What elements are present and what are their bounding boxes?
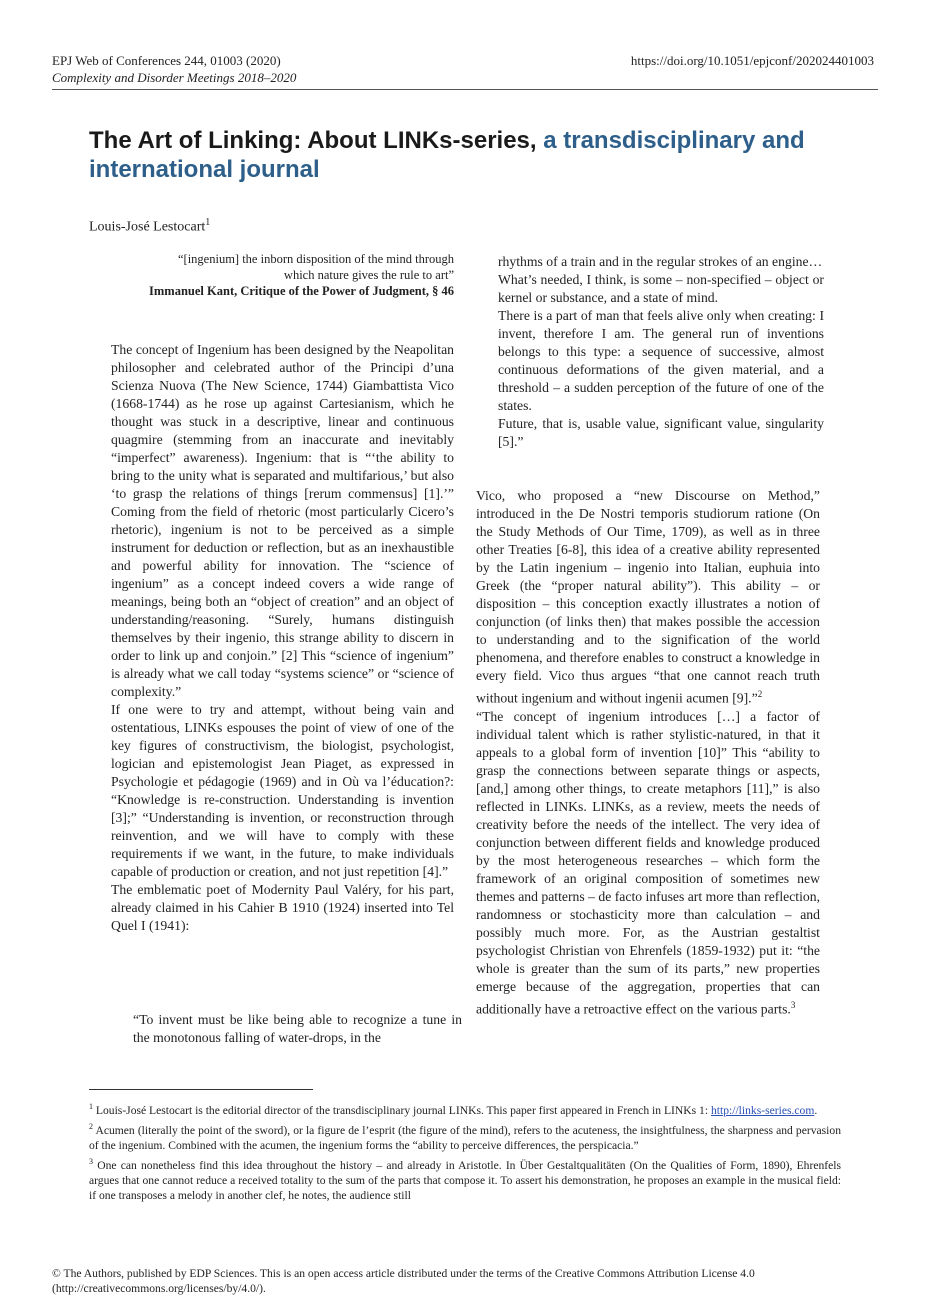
epigraph-line-2: which nature gives the rule to art” xyxy=(283,268,454,282)
footnote-3 xyxy=(89,1154,841,1203)
links-series-link[interactable]: http://links-series.com xyxy=(710,1103,815,1117)
footnote-mark-3: 3 xyxy=(790,999,796,1010)
epigraph-line-1: “[ingenium] the inborn disposition of the mind through xyxy=(177,252,454,266)
quote-paragraph-1: rhythms of a train and in the regular strokes of an engine… xyxy=(498,254,823,269)
footnote-1-text: Louis-José Lestocart is the editorial director of the transdisciplinary journal LINKs. This paper first appeared in French in LINKs 1: xyxy=(95,1103,711,1117)
left-paragraph-1: The concept of Ingenium has been designed by the Neapolitan philosopher and celebrated author of the Principi d’una Scienza Nuova (The New Science, 1744) Giambattista Vico (1668-1744) as he rose up against Cartesianism, which he thought was stuck in a descriptive, linear and continuous quagmire (stemming from an inaccurate and inevitably “imperfect” awareness). Ingenium: that is “‘the ability to bring to the unity what is separated and multifarious,’ but also ‘to grasp the relations of things [rerum commensus] [1].’” Coming from the field of rhetoric (most particularly Cicero’s rhetoric), ingenium is not to be perceived as a simple instrument for deduction or reflection, but as an inexhaustible and powerful ability for innovation. The “science of ingenium” as a concept indeed covers a wide range of meanings, being both an “object of creation” and an object of understanding/reasoning. “Surely, humans distinguish themselves by their ingenio, this strange ability to discern in order to link up and conjoin.” [2] This “science of ingenium” is already what we call today “systems science” or “science of complexity.” xyxy=(111,342,454,699)
author-line xyxy=(89,217,210,236)
footnote-3-text: One can nonetheless find this idea throughout the history – and already in Aristotle. In Über Gestaltqualitäten (On the Qualities of Form, 1890), Ehrenfels argues that one cannot reduce a received totality to the sum of the parts that compose it. To assert his demonstration, he proposes an example in the musical field: if one transposes a melody in another clef, he notes, the audience still xyxy=(89,1158,841,1202)
title-subtitle: a transdisciplinary and international journal xyxy=(89,127,805,183)
footnote-2-text: Acumen (literally the point of the sword), or la figure de l’esprit (the figure of the mind), refers to the acuteness, the insightfulness, the sharpness and pervasion of the ingenium. Combined with the acumen, the ingenium forms the “ability to perceive differences, the perspicacia.” xyxy=(89,1123,841,1152)
valery-quote-continued xyxy=(498,253,824,451)
valery-quote-start xyxy=(133,1011,462,1047)
quote-paragraph-3: There is a part of man that feels alive only when creating: I invent, therefore I am. The general run of inventions belongs to this type: a sequence of successive, almost continuous deformations of the given material, and a threshold – a sudden perception of the future of one of the states. xyxy=(498,308,824,413)
footnote-2-mark: 2 xyxy=(89,1121,93,1131)
quote-paragraph-4: Future, that is, usable value, significant value, singularity [5].” xyxy=(498,416,824,449)
footnote-1-mark: 1 xyxy=(89,1102,93,1111)
author-name: Louis-José Lestocart xyxy=(89,219,206,235)
right-paragraph-2 xyxy=(476,708,820,1019)
running-header-left xyxy=(52,52,296,86)
right-column xyxy=(476,487,820,1018)
author-footnote-mark: 1 xyxy=(205,217,211,228)
right-paragraph-1 xyxy=(476,487,820,708)
conference-series: Complexity and Disorder Meetings 2018–2020 xyxy=(52,70,297,85)
paper-title xyxy=(89,126,869,184)
footnote-3-mark: 3 xyxy=(89,1156,93,1166)
footnote-mark-2: 2 xyxy=(757,689,763,699)
footnotes xyxy=(89,1099,841,1204)
footnote-divider xyxy=(89,1089,313,1090)
left-column xyxy=(111,341,454,935)
left-paragraph-3: The emblematic poet of Modernity Paul Valéry, for his part, already claimed in his Cahier B 1910 (1924) inserted into Tel Quel I (1941): xyxy=(111,882,454,933)
footnote-2 xyxy=(89,1119,841,1153)
left-paragraph-2: If one were to try and attempt, without being vain and ostentatious, LINKs espouses the point of view of one of the key figures of constructivism, the biologist, psychologist, logician and epistemologist Jean Piaget, as expressed in Psychologie et pédagogie (1969) and in Où va l’éducation?: “Knowledge is re-construction. Understanding is invention [3];” “Understanding is invention, or reconstruction through reinvention, and we will have to comply with these requirements if we want, in the future, to make individuals capable of production or creation, and not just repetition [4].” xyxy=(111,702,454,879)
epigraph xyxy=(110,251,454,299)
right-paragraph-1-text: Vico, who proposed a “new Discourse on Method,” introduced in the De Nostri temporis studiorum ratione (On the Study Methods of Our Time, 1709), as well as in three other Treaties [6-8], this idea of a creative ability represented by the Latin ingenium – ingenio into Italian, euphuia into Greek (the “proper natural ability”). This ability – or disposition – this conception exactly illustrates a notion of conjunction (of links then) that makes possible the accession to understanding and to the signification of the world phenomena, and therefore enables to construct a knowledge in every field. Vico thus argues “that one cannot reach truth without ingenium and without ingenii acumen [9].” xyxy=(476,488,820,706)
valery-quote-text: “To invent must be like being able to recognize a tune in the monotonous falling of water-drops, in the xyxy=(133,1012,462,1045)
doi-link[interactable]: https://doi.org/10.1051/epjconf/202024401003 xyxy=(630,53,874,68)
quote-paragraph-2: What’s needed, I think, is some – non-specified – object or kernel or substance, and a state of mind. xyxy=(498,272,824,305)
epigraph-source: Immanuel Kant, Critique of the Power of Judgment, § 46 xyxy=(149,284,454,298)
footnote-1 xyxy=(89,1099,841,1118)
header-divider xyxy=(52,89,878,90)
right-paragraph-2-text: “The concept of ingenium introduces […] a factor of individual talent which is rather stylistic-natured, in that it appeals to a global form of invention [10]” This “ability to grasp the connections between separate things or aspects, [and,] among other things, to create metaphors [11],” is also reflected in LINKs. LINKs, as a review, meets the needs of creativity before the needs of the intellect. The very idea of conjunction between different fields and knowledge produced by the most heterogeneous researches – which form the framework of an original composition of sometimes new themes and patterns – de facto infuses art more than reflection, randomness or stochasticity more than calculation – and possibly much more. For, as the Austrian gestaltist psychologist Christian von Ehrenfels (1859-1932) put it: “the whole is greater than the sum of its parts,” new properties emerge because of the aggregation, properties that can additionally have a retroactive effect on the various parts. xyxy=(476,708,820,1017)
license-footer: © The Authors, published by EDP Sciences. This is an open access article distributed under the terms of the Creative Commons Attribution License 4.0 (http://creativecommons.org/licenses/by/4.0/). xyxy=(52,1267,755,1295)
footnote-1-end: . xyxy=(814,1103,818,1117)
journal-citation: EPJ Web of Conferences 244, 01003 (2020) xyxy=(52,53,281,68)
title-main: The Art of Linking: About LINKs-series, xyxy=(89,127,537,154)
